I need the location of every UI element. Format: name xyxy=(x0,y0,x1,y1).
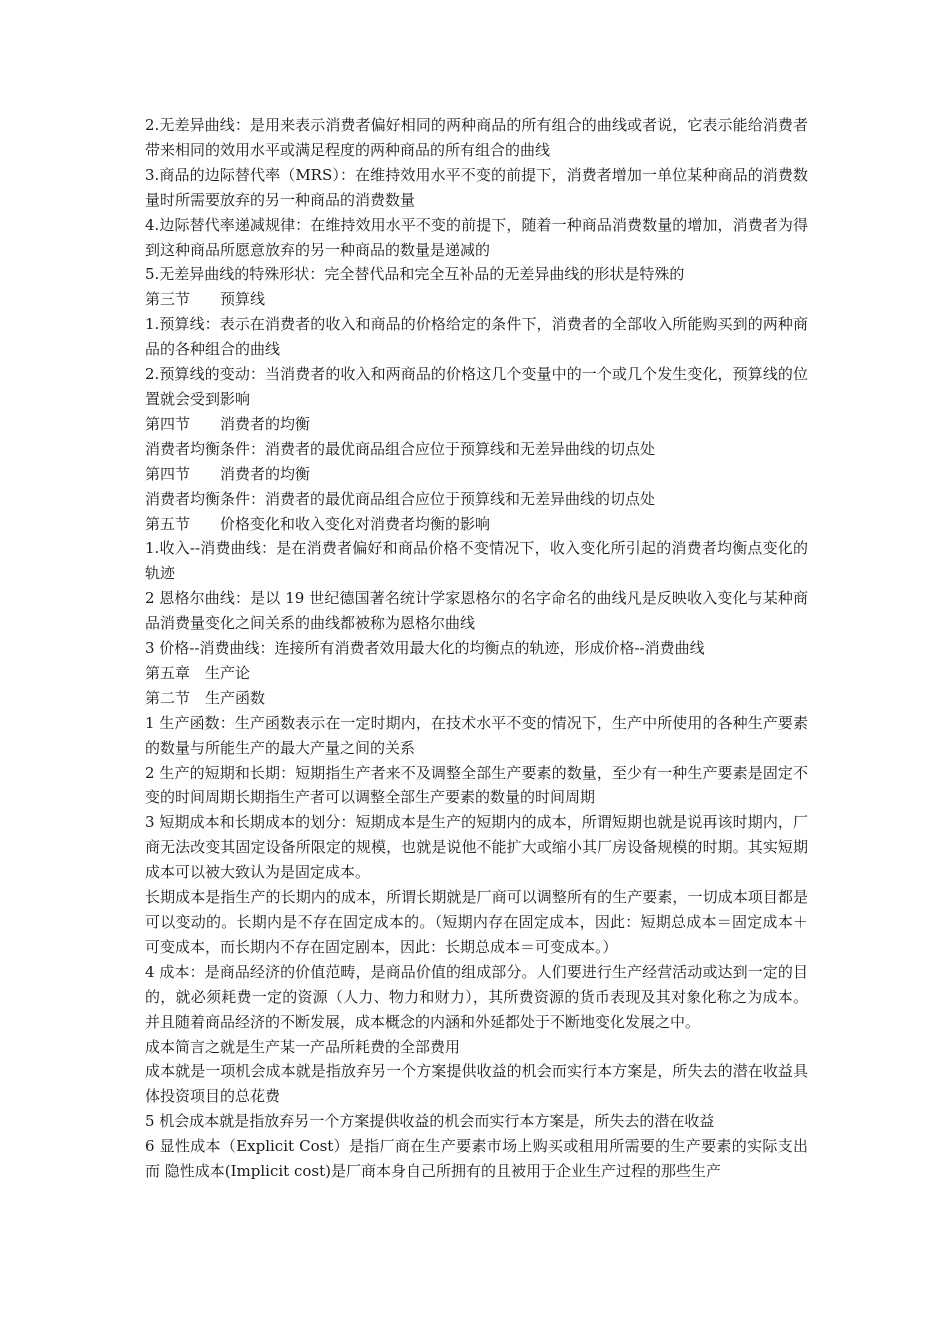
section-heading-price-income-effects: 第五节 价格变化和收入变化对消费者均衡的影响 xyxy=(145,514,491,533)
section-heading-equilibrium-repeat: 第四节 消费者的均衡 xyxy=(145,464,311,483)
paragraph-price-consumption-curve: 3 价格--消费曲线：连接所有消费者效用最大化的均衡点的轨迹，形成价格--消费曲线 xyxy=(145,639,705,658)
paragraph-short-long-cost: 3 短期成本和长期成本的划分：短期成本是生产的短期内的成本，所谓短期也就是说再该时期内，厂商无法改变其固定设备所限定的规模，也就是说他不能扩大或缩小其厂房设备规模的时期。其实短期成本可以被大致认为是固定成本。 xyxy=(145,813,808,882)
section-heading-production-function: 第二节 生产函数 xyxy=(145,688,266,707)
paragraph-special-shapes: 5.无差异曲线的特殊形状：完全替代品和完全互补品的无差异曲线的形状是特殊的 xyxy=(145,265,685,284)
document-body xyxy=(145,113,808,1184)
paragraph-mrs: 3.商品的边际替代率（MRS）：在维持效用水平不变的前提下，消费者增加一单位某种商品的消费数量时所需要放弃的另一种商品的消费数量 xyxy=(145,165,808,209)
chapter-heading-production: 第五章 生产论 xyxy=(145,663,251,682)
paragraph-budget-line-shift: 2.预算线的变动：当消费者的收入和两商品的价格这几个变量中的一个或几个发生变化，预算线的位置就会受到影响 xyxy=(145,365,808,408)
section-heading-equilibrium: 第四节 消费者的均衡 xyxy=(145,414,311,433)
paragraph-engel-curve: 2 恩格尔曲线：是以 19 世纪德国著名统计学家恩格尔的名字命名的曲线凡是反映收入变化与某种商品消费量变化之间关系的曲线都被称为恩格尔曲线 xyxy=(145,589,808,633)
paragraph-opportunity-cost: 5 机会成本就是指放弃另一个方案提供收益的机会而实行本方案是，所失去的潜在收益 xyxy=(145,1112,715,1131)
paragraph-equilibrium-condition: 消费者均衡条件：消费者的最优商品组合应位于预算线和无差异曲线的切点处 xyxy=(145,439,656,458)
paragraph-short-long-run: 2 生产的短期和长期：短期指生产者来不及调整全部生产要素的数量，至少有一种生产要素是固定不变的时间周期长期指生产者可以调整全部生产要素的数量的时间周期 xyxy=(145,763,808,807)
paragraph-budget-line: 1.预算线：表示在消费者的收入和商品的价格给定的条件下，消费者的全部收入所能购买到的两种商品的各种组合的曲线 xyxy=(145,315,808,359)
paragraph-diminishing-mrs: 4.边际替代率递减规律：在维持效用水平不变的前提下，随着一种商品消费数量的增加，消费者为得到这种商品所愿意放弃的另一种商品的数量是递减的 xyxy=(145,215,808,259)
paragraph-indifference-curve: 2.无差异曲线：是用来表示消费者偏好相同的两种商品的所有组合的曲线或者说，它表示能给消费者带来相同的效用水平或满足程度的两种商品的所有组合的曲线 xyxy=(145,116,808,159)
paragraph-equilibrium-condition-repeat: 消费者均衡条件：消费者的最优商品组合应位于预算线和无差异曲线的切点处 xyxy=(145,489,656,508)
paragraph-cost-opportunity: 成本就是一项机会成本就是指放弃另一个方案提供收益的机会而实行本方案是，所失去的潜在收益具体投资项目的总花费 xyxy=(145,1062,808,1106)
paragraph-explicit-implicit-cost: 6 显性成本（Explicit Cost）是指厂商在生产要素市场上购买或租用所需要的生产要素的实际支出而 隐性成本(Implicit cost)是厂商本身自己所拥有的且被用于企业生产过程的那些生产 xyxy=(145,1137,808,1181)
paragraph-income-consumption-curve: 1.收入--消费曲线：是在消费者偏好和商品价格不变情况下，收入变化所引起的消费者均衡点变化的轨迹 xyxy=(145,539,808,583)
section-heading-budget-line: 第三节 预算线 xyxy=(145,290,266,309)
paragraph-cost-summary: 成本简言之就是生产某一产品所耗费的全部费用 xyxy=(145,1037,461,1056)
paragraph-production-function: 1 生产函数：生产函数表示在一定时期内，在技术水平不变的情况下，生产中所使用的各种生产要素的数量与所能生产的最大产量之间的关系 xyxy=(145,713,808,757)
paragraph-cost-definition: 4 成本：是商品经济的价值范畴，是商品价值的组成部分。人们要进行生产经营活动或达到一定的目的，就必须耗费一定的资源（人力、物力和财力），其所费资源的货币表现及其对象化称之为成本。 并且随着商品经济的不断发展，成本概念的内涵和外延都处于不断地变化发展之中。 xyxy=(145,962,808,1031)
paragraph-long-run-cost: 长期成本是指生产的长期内的成本，所谓长期就是厂商可以调整所有的生产要素，一切成本项目都是可以变动的。长期内是不存在固定成本的。（短期内存在固定成本，因此：短期总成本＝固定成本＋可变成本，而长期内不存在固定剧本，因此：长期总成本＝可变成本。） xyxy=(145,888,808,956)
